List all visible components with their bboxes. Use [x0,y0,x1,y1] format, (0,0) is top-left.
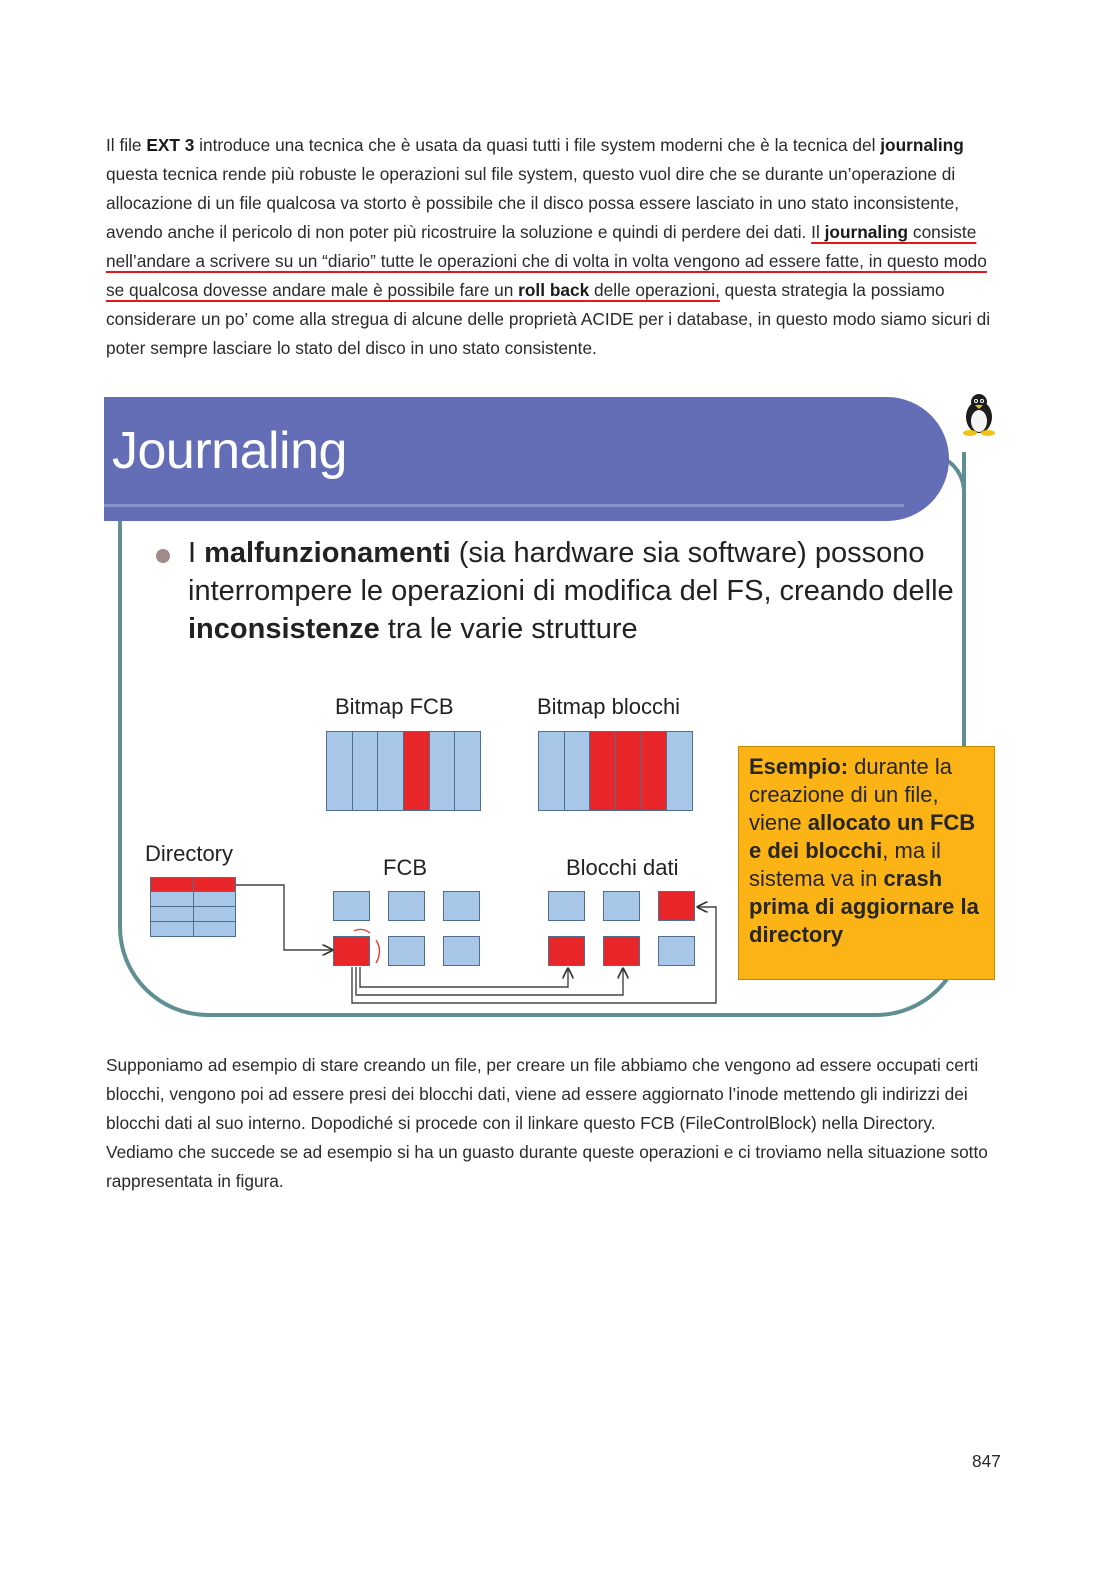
intro-text: introduce una tecnica che è usata da quasi tutti i file system moderni che è la tecnica del [194,135,881,155]
callout-bold: Esempio: [749,754,849,779]
bullet-text: (sia hardware sia software) possono interrompere le operazioni di modifica del FS, creando delle [188,537,954,607]
intro-text: delle operazioni, [589,280,720,300]
bitmap-blocchi-label: Bitmap blocchi [537,694,681,719]
intro-text: Il file [106,135,147,155]
slide-title: Journaling [112,422,347,480]
intro-text: consiste nell’andare a scrivere su un “diario” tutte le operazioni che di volta in volta vengono ad essere fatte, in questo modo se qualcosa dovesse andare male è possibile fare un [106,222,987,300]
callout-bold: allocato un FCB e dei blocchi [749,810,976,863]
ext3-term: EXT 3 [146,135,195,155]
bullet-text: I [188,537,205,569]
journaling-term: journaling [824,222,909,242]
outro-text: Vediamo che succede se ad esempio si ha un guasto durante queste operazioni e ci troviamo nella situazione sotto rappresentata in figura. [106,1142,988,1191]
example-callout [738,746,995,980]
callout-text: durante la creazione di un file, viene [749,754,952,835]
intro-paragraph [106,131,1006,363]
intro-text: Il [811,222,825,242]
journaling-term: journaling [880,135,964,155]
directory-label: Directory [145,841,234,866]
bullet-text: tra le varie strutture [379,613,638,645]
outro-text: Supponiamo ad esempio di stare creando un file, per creare un file abbiamo che vengono ad essere occupati certi blocchi, vengono poi ad essere presi dei blocchi dati, viene ad essere aggiornato l’inode mettendo gli indirizzi dei blocchi dati al suo interno. Dopodiché si procede con il linkare questo FCB (FileControlBlock) nella Directory. [106,1055,979,1133]
callout-bold: crash prima di aggiornare la directory [749,866,979,947]
callout-text: , ma il sistema va in [749,838,941,891]
page-number: 847 [972,1451,1001,1471]
blocchi-dati-label: Blocchi dati [566,855,679,880]
bullet-bold: malfunzionamenti [204,537,451,569]
journaling-slide [104,397,1004,1027]
bullet-bold: inconsistenze [188,613,380,645]
bitmap-fcb-label: Bitmap FCB [335,694,454,719]
fcb-label: FCB [383,855,427,880]
intro-text: questa strategia la possiamo considerare un po’ come alla stregua di alcune delle proprietà ACIDE per i database, in questo modo siamo sicuri di poter sempre lasciare lo stato del disco in uno stato consistente. [106,280,991,358]
outro-paragraph [106,1051,1006,1196]
roll-back-term: roll back [518,280,590,300]
intro-text: questa tecnica rende più robuste le operazioni sul file system, questo vuol dire che se durante un’operazione di allocazione di un file qualcosa va storto è possibile che il disco possa essere lasciato in uno stato inconsistente, avendo anche il pericolo di non poter più ricostruire la soluzione e quindi di perdere dei dati. [106,164,960,242]
